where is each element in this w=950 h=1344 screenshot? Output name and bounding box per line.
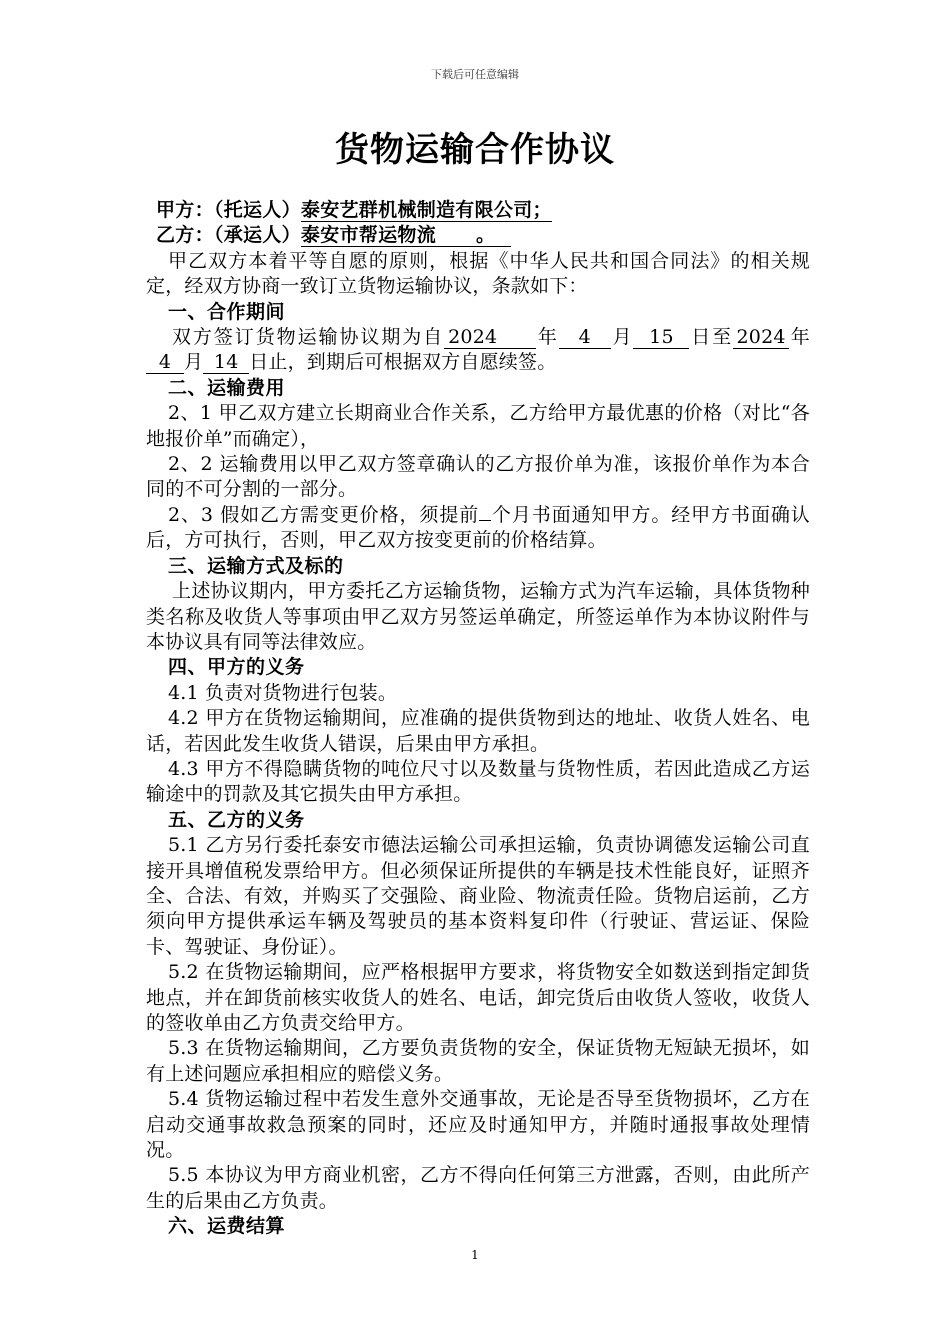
clause-5-5: 5.5 本协议为甲方商业机密，乙方不得向任何第三方泄露，否则，由此所产生的后果由乙方负责。 [146,1164,810,1212]
section-5-heading: 五、乙方的义务 [168,808,305,831]
clause-3-1: 上述协议期内，甲方委托乙方运输货物，运输方式为汽车运输，具体货物种类名称及收货人等事项由甲乙双方另签运单确定，所签运单作为本协议附件与本协议具有同等法律效应。 [146,580,810,653]
party-a-label: 甲方：（托运人） [156,199,301,221]
party-b-line [146,223,810,248]
party-b-tail: 。 [476,224,496,247]
end-day-field: 14 [203,351,249,374]
term-text-2: 年 [536,326,559,349]
start-year-field: 2024 [444,326,536,349]
notice-months-field [479,520,491,521]
clause-2-2: 2、2 运输费用以甲乙双方签章确认的乙方报价单为准，该报价单作为本合同的不可分割的一部分。 [146,453,810,501]
section-3-heading: 三、运输方式及标的 [168,554,344,577]
document-body [146,198,810,1240]
end-year-field: 2024 [733,326,789,349]
section-2-heading: 二、运输费用 [168,376,286,399]
clause-2-3-text-b: 个月书面通知甲方。经甲方书面确认后，方可执行，否则，甲乙双方按变更前的价格结算。 [146,503,810,552]
intro-paragraph: 甲乙双方本着平等自愿的原则，根据《中华人民共和国合同法》的相关规定，经双方协商一致订立货物运输协议，条款如下： [146,249,810,298]
party-b-name: 泰安市帮运物流 [300,224,437,247]
section-4-heading: 四、甲方的义务 [168,656,305,679]
term-text-7: 日止，到期后可根据双方自愿续签。 [249,351,557,374]
term-paragraph [146,325,810,376]
term-text-5: 年 [789,326,811,349]
clause-5-1: 5.1 乙方另行委托泰安市德法运输公司承担运输，负责协调德发运输公司直接开具增值税发票给甲方。但必须保证所提供的车辆是技术性能良好，证照齐全、合法、有效，并购买了交强险、商业险、物流责任险。货物启运前，乙方须向甲方提供承运车辆及驾驶员的基本资料复印件（行驶证、营运证、保险卡、驾驶证、身份证）。 [146,834,810,958]
term-text-3: 月 [610,326,634,349]
party-b-underlined [301,224,511,247]
clause-5-2: 5.2 在货物运输期间，应严格根据甲方要求，将货物安全如数送到指定卸货地点，并在卸货前核实收货人的姓名、电话，卸完货后由收货人签收，收货人的签收单由乙方负责交给甲方。 [146,961,810,1034]
page-number: 1 [471,1248,479,1262]
term-text-6: 月 [184,351,204,374]
clause-2-1: 2、1 甲乙双方建立长期商业合作关系，乙方给甲方最优惠的价格（对比“各地报价单”而确定）， [146,402,810,450]
clause-5-4: 5.4 货物运输过程中若发生意外交通事故，无论是否导至货物损坏，乙方在启动交通事故救急预案的同时，还应及时通知甲方，并随时通报事故处理情况。 [146,1088,810,1162]
end-month-field: 4 [146,351,184,374]
term-text-1: 双方签订货物运输协议期为自 [172,326,445,349]
clause-2-3 [146,503,810,554]
term-text-4: 日至 [689,326,734,349]
clause-4-2: 4.2 甲方在货物运输期间，应准确的提供货物到达的地址、收货人姓名、电话，若因此发生收货人错误，后果由甲方承担。 [146,707,810,755]
header-note: 下载后可任意编辑 [431,68,519,81]
section-6-heading: 六、运费结算 [168,1215,286,1238]
party-a-name: 泰安艺群机械制造有限公司； [300,199,552,221]
clause-4-3: 4.3 甲方不得隐瞒货物的吨位尺寸以及数量与货物性质，若因此造成乙方运输途中的罚款及其它损失由甲方承担。 [146,757,810,806]
document-title: 货物运输合作协议 [335,130,615,170]
section-1-heading: 一、合作期间 [168,300,286,323]
party-b-label: 乙方：（承运人） [156,224,301,247]
clause-4-1: 4.1 负责对货物进行包装。 [168,681,398,704]
clause-5-3: 5.3 在货物运输期间，乙方要负责货物的安全，保证货物无短缺无损坏，如有上述问题应承担相应的赔偿义务。 [146,1037,810,1085]
clause-2-3-text-a: 2、3 假如乙方需变更价格，须提前 [168,503,480,526]
start-month-field: 4 [559,326,611,349]
party-a-line [146,198,810,223]
start-day-field: 15 [633,326,689,349]
